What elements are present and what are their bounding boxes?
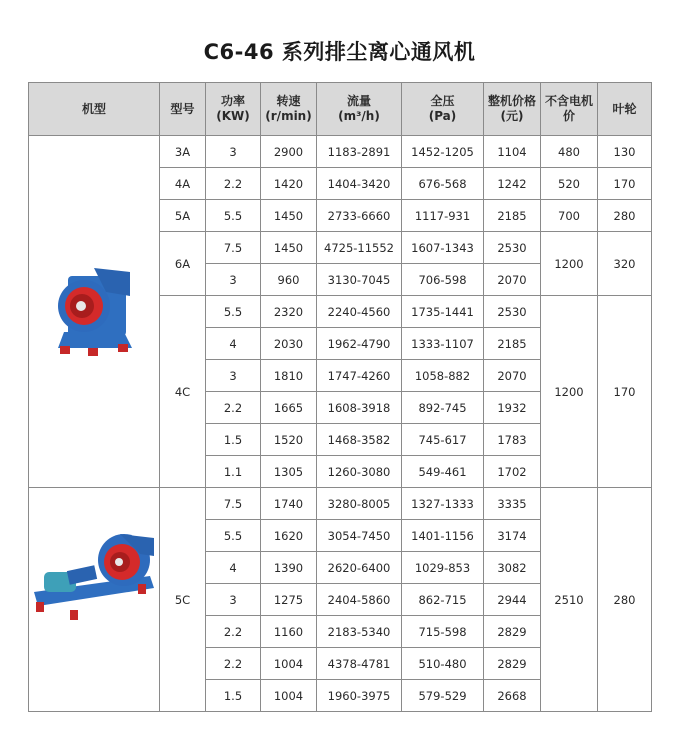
speed-cell: 1305 <box>261 456 317 488</box>
flow-cell: 1183-2891 <box>317 136 402 168</box>
flow-cell: 3130-7045 <box>317 264 402 296</box>
price-cell: 2185 <box>484 200 541 232</box>
impeller-cell: 320 <box>598 232 652 296</box>
flow-cell: 3280-8005 <box>317 488 402 520</box>
speed-cell: 1420 <box>261 168 317 200</box>
power-cell: 3 <box>206 360 261 392</box>
price-cell: 2070 <box>484 264 541 296</box>
fan-small-icon <box>54 262 134 362</box>
header-row <box>29 83 652 136</box>
price-cell: 2530 <box>484 296 541 328</box>
pressure-cell: 1058-882 <box>402 360 484 392</box>
power-cell: 2.2 <box>206 648 261 680</box>
power-cell: 2.2 <box>206 168 261 200</box>
speed-cell: 2320 <box>261 296 317 328</box>
pressure-cell: 676-568 <box>402 168 484 200</box>
power-cell: 4 <box>206 328 261 360</box>
power-cell: 5.5 <box>206 296 261 328</box>
impeller-cell: 170 <box>598 296 652 488</box>
impeller-cell: 130 <box>598 136 652 168</box>
speed-cell: 1665 <box>261 392 317 424</box>
pressure-cell: 579-529 <box>402 680 484 712</box>
speed-cell: 1390 <box>261 552 317 584</box>
no-motor-price-cell: 700 <box>541 200 598 232</box>
speed-cell: 1620 <box>261 520 317 552</box>
speed-cell: 1810 <box>261 360 317 392</box>
header-power: 功率 (KW) <box>206 83 261 136</box>
pressure-cell: 510-480 <box>402 648 484 680</box>
table-row <box>29 136 652 168</box>
price-cell: 2530 <box>484 232 541 264</box>
price-cell: 3082 <box>484 552 541 584</box>
speed-cell: 960 <box>261 264 317 296</box>
pressure-cell: 706-598 <box>402 264 484 296</box>
power-cell: 5.5 <box>206 200 261 232</box>
power-cell: 2.2 <box>206 616 261 648</box>
price-cell: 2185 <box>484 328 541 360</box>
power-cell: 1.1 <box>206 456 261 488</box>
power-cell: 5.5 <box>206 520 261 552</box>
speed-cell: 1520 <box>261 424 317 456</box>
power-cell: 3 <box>206 264 261 296</box>
type-cell: 4C <box>160 296 206 488</box>
no-motor-price-cell: 1200 <box>541 232 598 296</box>
speed-cell: 1004 <box>261 648 317 680</box>
flow-cell: 3054-7450 <box>317 520 402 552</box>
no-motor-price-cell: 1200 <box>541 296 598 488</box>
impeller-cell: 280 <box>598 488 652 712</box>
pressure-cell: 1452-1205 <box>402 136 484 168</box>
type-cell: 3A <box>160 136 206 168</box>
speed-cell: 1740 <box>261 488 317 520</box>
pressure-cell: 1401-1156 <box>402 520 484 552</box>
speed-cell: 2900 <box>261 136 317 168</box>
price-cell: 1702 <box>484 456 541 488</box>
price-cell: 2829 <box>484 616 541 648</box>
flow-cell: 1608-3918 <box>317 392 402 424</box>
price-cell: 2829 <box>484 648 541 680</box>
impeller-cell: 170 <box>598 168 652 200</box>
speed-cell: 1004 <box>261 680 317 712</box>
header-flow: 流量 (m³/h) <box>317 83 402 136</box>
price-cell: 2070 <box>484 360 541 392</box>
header-type: 型号 <box>160 83 206 136</box>
flow-cell: 2404-5860 <box>317 584 402 616</box>
flow-cell: 2620-6400 <box>317 552 402 584</box>
speed-cell: 1450 <box>261 200 317 232</box>
type-cell: 5C <box>160 488 206 712</box>
flow-cell: 1960-3975 <box>317 680 402 712</box>
flow-cell: 4378-4781 <box>317 648 402 680</box>
price-cell: 3174 <box>484 520 541 552</box>
power-cell: 7.5 <box>206 232 261 264</box>
no-motor-price-cell: 480 <box>541 136 598 168</box>
pressure-cell: 715-598 <box>402 616 484 648</box>
flow-cell: 1404-3420 <box>317 168 402 200</box>
model-image-cell-a <box>29 136 160 488</box>
pressure-cell: 1607-1343 <box>402 232 484 264</box>
pressure-cell: 1327-1333 <box>402 488 484 520</box>
type-cell: 5A <box>160 200 206 232</box>
spec-table <box>28 82 652 712</box>
type-cell: 4A <box>160 168 206 200</box>
flow-cell: 2183-5340 <box>317 616 402 648</box>
page-title: C6-46 系列排尘离心通风机 <box>203 40 476 64</box>
type-cell: 6A <box>160 232 206 296</box>
power-cell: 2.2 <box>206 392 261 424</box>
speed-cell: 1450 <box>261 232 317 264</box>
flow-cell: 2240-4560 <box>317 296 402 328</box>
model-image-cell-c <box>29 488 160 712</box>
table-row <box>29 488 652 520</box>
price-cell: 3335 <box>484 488 541 520</box>
flow-cell: 1260-3080 <box>317 456 402 488</box>
price-cell: 1932 <box>484 392 541 424</box>
pressure-cell: 1117-931 <box>402 200 484 232</box>
pressure-cell: 862-715 <box>402 584 484 616</box>
fan-belt-drive-icon <box>30 532 158 628</box>
pressure-cell: 549-461 <box>402 456 484 488</box>
power-cell: 4 <box>206 552 261 584</box>
header-price: 整机价格 (元) <box>484 83 541 136</box>
power-cell: 7.5 <box>206 488 261 520</box>
flow-cell: 4725-11552 <box>317 232 402 264</box>
power-cell: 1.5 <box>206 680 261 712</box>
pressure-cell: 745-617 <box>402 424 484 456</box>
header-no-motor-price: 不含电机 价 <box>541 83 598 136</box>
speed-cell: 2030 <box>261 328 317 360</box>
flow-cell: 2733-6660 <box>317 200 402 232</box>
header-speed: 转速 (r/min) <box>261 83 317 136</box>
flow-cell: 1747-4260 <box>317 360 402 392</box>
header-impeller: 叶轮 <box>598 83 652 136</box>
speed-cell: 1160 <box>261 616 317 648</box>
pressure-cell: 892-745 <box>402 392 484 424</box>
power-cell: 3 <box>206 136 261 168</box>
price-cell: 2668 <box>484 680 541 712</box>
price-cell: 1783 <box>484 424 541 456</box>
pressure-cell: 1029-853 <box>402 552 484 584</box>
price-cell: 1242 <box>484 168 541 200</box>
flow-cell: 1468-3582 <box>317 424 402 456</box>
impeller-cell: 280 <box>598 200 652 232</box>
price-cell: 2944 <box>484 584 541 616</box>
no-motor-price-cell: 520 <box>541 168 598 200</box>
speed-cell: 1275 <box>261 584 317 616</box>
header-pressure: 全压 (Pa) <box>402 83 484 136</box>
pressure-cell: 1735-1441 <box>402 296 484 328</box>
flow-cell: 1962-4790 <box>317 328 402 360</box>
no-motor-price-cell: 2510 <box>541 488 598 712</box>
power-cell: 1.5 <box>206 424 261 456</box>
pressure-cell: 1333-1107 <box>402 328 484 360</box>
power-cell: 3 <box>206 584 261 616</box>
header-model: 机型 <box>29 83 160 136</box>
price-cell: 1104 <box>484 136 541 168</box>
